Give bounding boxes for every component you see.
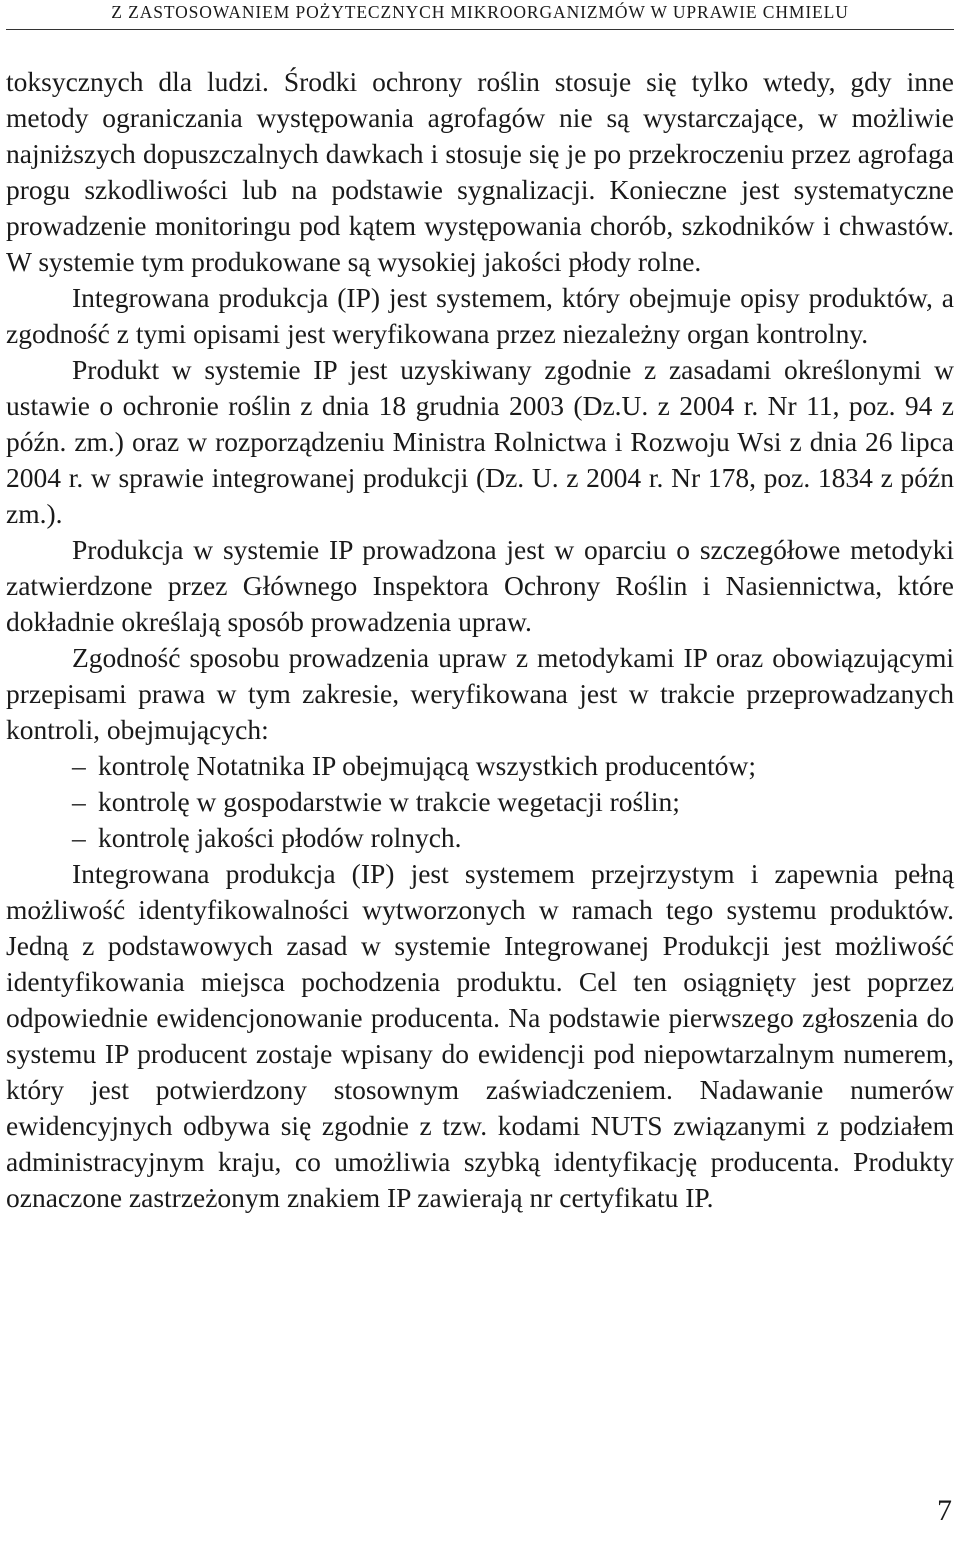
paragraph-legal-basis: Produkt w systemie IP jest uzyskiwany zgodnie z zasadami określonymi w ustawie o ochronie roślin z dnia 18 grudnia 2003 (Dz.U. z 2004 r. Nr 11, poz. 94 z późn. zm.) oraz w rozporządzeniu Ministra Rolnictwa i Rozwoju Wsi z dnia 26 lipca 2004 r. w sprawie integrowanej produkcji (Dz. U. z 2004 r. Nr 178, poz. 1834 z późn zm.). — [6, 354, 954, 529]
paragraph-continuation: toksycznych dla ludzi. Środki ochrony roślin stosuje się tylko wtedy, gdy inne metody ograniczania występowania agrofagów nie są wystarczające, w możliwie najniższych dopuszczalnych dawkach i stosuje się je po przekroczeniu przez agrofaga progu szkodliwości lub na podstawie sygnalizacji. Konieczne jest systematyczne prowadzenie monitoringu pod kątem występowania chorób, szkodników i chwastów. W systemie tym produkowane są wysokiej jakości płody rolne. — [6, 66, 954, 277]
list-item-text: kontrolę Notatnika IP obejmującą wszystkich producentów; — [98, 750, 757, 781]
list-item — [6, 784, 954, 820]
list-dash: – — [72, 750, 86, 781]
list-item-text: kontrolę w gospodarstwie w trakcie wegetacji roślin; — [98, 786, 680, 817]
paragraph-traceability: Integrowana produkcja (IP) jest systemem przejrzystym i zapewnia pełną możliwość identyfikowalności wytworzonych w ramach tego systemu produktów. Jedną z podstawowych zasad w systemie Integrowanej Produkcji jest możliwość identyfikowania miejsca pochodzenia produktu. Cel ten osiągnięty jest poprzez odpowiednie ewidencjonowanie producenta. Na podstawie pierwszego zgłoszenia do systemu IP producent zostaje wpisany do ewidencji pod niepowtarzalnym numerem, który jest potwierdzony stosownym zaświadczeniem. Nadawanie numerów ewidencyjnych odbywa się zgodnie z tzw. kodami NUTS związanymi z podziałem administracyjnym kraju, co umożliwia szybką identyfikację producenta. Produkty oznaczone zastrzeżonym znakiem IP zawierają nr certyfikatu IP. — [6, 858, 954, 1213]
list-dash: – — [72, 786, 86, 817]
paragraph-controls-intro: Zgodność sposobu prowadzenia upraw z metodykami IP oraz obowiązującymi przepisami prawa w tym zakresie, weryfikowana jest w trakcie przeprowadzanych kontroli, obejmujących: — [6, 642, 954, 745]
list-item-text: kontrolę jakości płodów rolnych. — [98, 822, 462, 853]
list-item — [6, 820, 954, 856]
paragraph-methodology: Produkcja w systemie IP prowadzona jest w oparciu o szczegółowe metodyki zatwierdzone przez Głównego Inspektora Ochrony Roślin i Nasiennictwa, które dokładnie określają sposób prowadzenia upraw. — [6, 534, 954, 637]
list-item — [6, 748, 954, 784]
running-header: Z ZASTOSOWANIEM POŻYTECZNYCH MIKROORGANIZMÓW W UPRAWIE CHMIELU — [6, 0, 954, 30]
paragraph-ip-definition: Integrowana produkcja (IP) jest systemem, który obejmuje opisy produktów, a zgodność z tymi opisami jest weryfikowana przez niezależny organ kontrolny. — [6, 282, 954, 349]
page-body — [6, 64, 954, 1216]
list-dash: – — [72, 822, 86, 853]
page-number: 7 — [937, 1494, 952, 1527]
